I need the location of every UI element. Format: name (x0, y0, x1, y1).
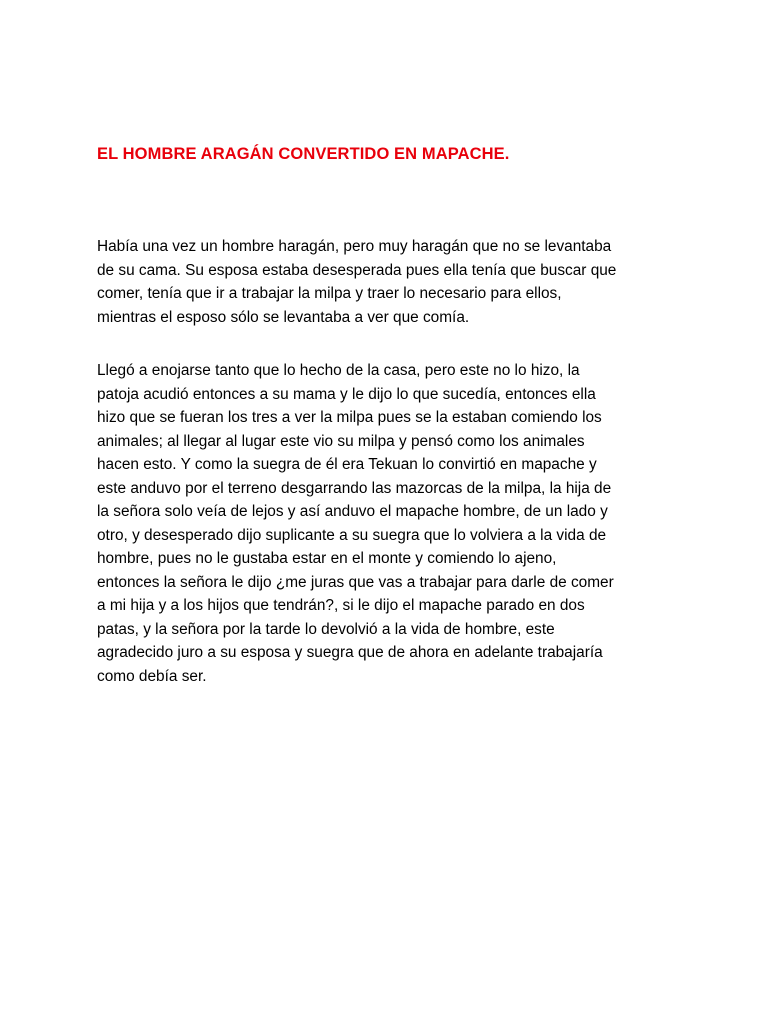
paragraph-line: otro, y desesperado dijo suplicante a su suegra que lo volviera a la vida de (97, 526, 607, 544)
paragraph-line: animales; al llegar al lugar este vio su milpa y pensó como los animales (97, 432, 585, 450)
paragraph-line: entonces la señora le dijo ¿me juras que vas a trabajar para darle de comer (97, 573, 614, 591)
paragraph-line: mientras el esposo sólo se levantaba a ver que comía. (97, 308, 470, 326)
paragraph-line: hacen esto. Y como la suegra de él era Tekuan lo convirtió en mapache y (97, 456, 597, 473)
paragraph-line: hombre, pues no le gustaba estar en el monte y comiendo lo ajeno, (97, 550, 557, 567)
paragraph-line: Llegó a enojarse tanto que lo hecho de la casa, pero este no lo hizo, la (97, 362, 580, 379)
paragraph-line: la señora solo veía de lejos y así anduvo el mapache hombre, de un lado y (97, 503, 608, 520)
paragraph-line: hizo que se fueran los tres a ver la milpa pues se la estaban comiendo los (97, 409, 602, 426)
paragraph-line: de su cama. Su esposa estaba desesperada pues ella tenía que buscar que (97, 261, 617, 279)
paragraph-line: a mi hija y a los hijos que tendrán?, si le dijo el mapache parado en dos (97, 597, 585, 614)
paragraph-1 (97, 235, 675, 329)
document-title: EL HOMBRE ARAGÁN CONVERTIDO EN MAPACHE. (97, 145, 510, 163)
paragraph-line: patas, y la señora por la tarde lo devolvió a la vida de hombre, este (97, 620, 555, 638)
paragraph-line: este anduvo por el terreno desgarrando las mazorcas de la milpa, la hija de (97, 479, 612, 497)
paragraph-line: Había una vez un hombre haragán, pero muy haragán que no se levantaba (97, 238, 612, 255)
paragraph-line: agradecido juro a su esposa y suegra que de ahora en adelante trabajaría (97, 644, 603, 661)
paragraph-line: como debía ser. (97, 667, 207, 685)
paragraph-line: patoja acudió entonces a su mama y le dijo lo que sucedía, entonces ella (97, 385, 596, 403)
paragraph-line: comer, tenía que ir a trabajar la milpa y traer lo necesario para ellos, (97, 285, 562, 302)
paragraph-2 (97, 359, 675, 688)
